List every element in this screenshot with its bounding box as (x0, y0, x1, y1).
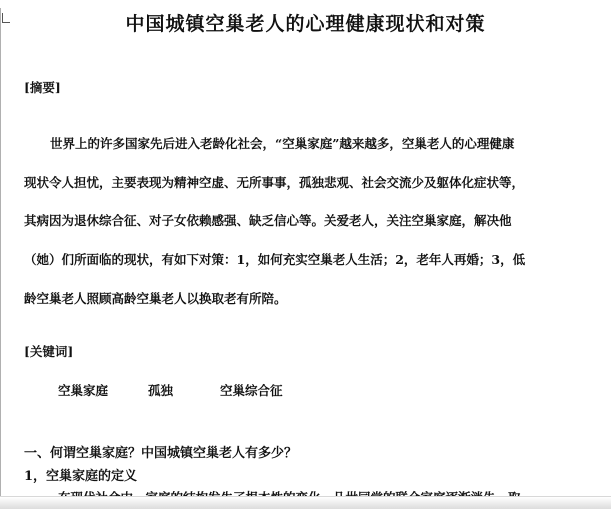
keyword-item: 空巢综合征 (220, 383, 283, 398)
keywords-label: [关键词] (24, 344, 74, 359)
abstract-body (24, 125, 580, 318)
abstract-line: 其病因为退休综合征、对子女依赖感强、缺乏信心等。关爱老人，关注空巢家庭，解决他 (24, 213, 512, 229)
document-title: 中国城镇空巢老人的心理健康现状和对策 (125, 13, 486, 35)
abstract-line: 世界上的许多国家先后进入老龄化社会，“空巢家庭”越来越多，空巢老人的心理健康 (50, 136, 515, 151)
abstract-line: 现状令人担忧，主要表现为精神空虚、无所事事，孤独悲观、社会交流少及躯体化症状等， (24, 174, 525, 190)
subsection-heading: 1，空巢家庭的定义 (24, 469, 138, 484)
abstract-line: 龄空巢老人照顾高龄空巢老人以换取老有所陪。 (24, 290, 287, 306)
page-left-border (0, 8, 1, 498)
bottom-scroll-edge (0, 496, 611, 509)
abstract-label: [摘要] (24, 80, 61, 95)
section-heading: 一、何谓空巢家庭？中国城镇空巢老人有多少？ (24, 446, 298, 461)
keyword-item: 孤独 (148, 383, 174, 398)
abstract-line: （她）们所面临的现状，有如下对策：1，如何充实空巢老人生活；2，老年人再婚；3，低 (24, 252, 526, 268)
keyword-item: 空巢家庭 (58, 383, 109, 398)
